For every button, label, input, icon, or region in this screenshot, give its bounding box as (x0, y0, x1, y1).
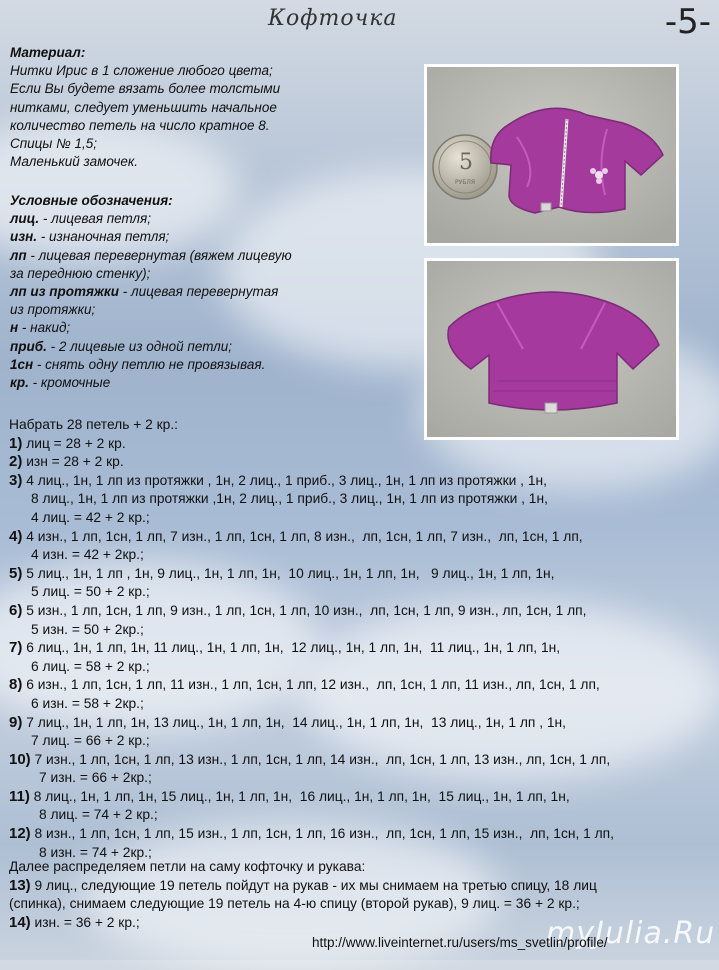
instruction-cont: 8 лиц. = 74 + 2 кр.; (39, 807, 158, 823)
instruction-row: 8) 6 изн., 1 лп, 1сн, 1 лп, 11 изн., 1 лп, 1сн, 1 лп, 12 изн., лп, 1сн, 1 лп, 11 изн., лп, 1сн, 1 лп, (9, 676, 600, 694)
instruction-row: 3) 4 лиц., 1н, 1 лп из протяжки , 1н, 2 лиц., 1 приб., 3 лиц., 1н, 1 лп из протяжки , 1н, (9, 471, 547, 489)
source-url[interactable]: http://www.liveinternet.ru/users/ms_svetlin/profile/ (312, 935, 608, 950)
instruction-cont: 8 лиц., 1н, 1 лп из протяжки ,1н, 2 лиц., 1 приб., 3 лиц., 1н, 1 лп из протяжки , 1н, (31, 491, 548, 507)
materials-line: количество петель на число кратное 8. (10, 117, 270, 133)
legend-item: изн. - изнаночная петля; (10, 229, 170, 245)
instruction-cont: 5 лиц. = 50 + 2 кр.; (31, 584, 150, 600)
legend-item: из протяжки; (10, 302, 96, 318)
instruction-row: 10) 7 изн., 1 лп, 1сн, 1 лп, 13 изн., 1 лп, 1сн, 1 лп, 14 изн., лп, 1сн, 1 лп, 13 изн., лп, 1сн, 1 лп, (9, 750, 611, 768)
legend-item: кр. - кромочные (10, 375, 111, 391)
instruction-row: 13) 9 лиц., следующие 19 петель пойдут на рукав - их мы снимаем на третью спицу, 18 лиц (9, 876, 597, 894)
legend-item: 1сн - снять одну петлю не провязывая. (10, 356, 266, 372)
materials-line: Маленький замочек. (10, 154, 138, 170)
page-number: -5- (664, 2, 711, 42)
knitting-instructions (9, 416, 709, 862)
instruction-cont: 5 изн. = 50 + 2кр.; (31, 621, 144, 637)
instruction-cont: 7 лиц. = 66 + 2 кр.; (31, 733, 150, 749)
cardigan-back-illustration (427, 261, 676, 437)
coin-label: РУБЛЯ (454, 179, 476, 186)
materials-line: Нитки Ирис в 1 сложение любого цвета; (10, 63, 273, 79)
photo-cardigan-front (424, 64, 679, 246)
instruction-cont: 8 изн. = 74 + 2кр.; (39, 844, 152, 860)
materials-heading: Материал: (10, 45, 86, 60)
instruction-cont: 6 лиц. = 58 + 2 кр.; (31, 658, 150, 674)
legend-item: лиц. - лицевая петля; (10, 211, 152, 227)
materials-line: Если Вы будете вязать более толстыми (10, 81, 281, 97)
distribution-intro: Далее распределяем петли на саму кофточку и рукава: (9, 859, 366, 874)
coin-value: 5 (459, 150, 473, 175)
instruction-row: 7) 6 лиц., 1н, 1 лп, 1н, 11 лиц., 1н, 1 лп, 1н, 12 лиц., 1н, 1 лп, 1н, 11 лиц., 1н, 1 лп, 1н, (9, 639, 561, 657)
instruction-row: 12) 8 изн., 1 лп, 1сн, 1 лп, 15 изн., 1 лп, 1сн, 1 лп, 16 изн., лп, 1сн, 1 лп, 15 изн., лп, 1сн, 1 лп, (9, 825, 614, 843)
legend-item: лп из протяжки - лицевая перевернутая (10, 284, 279, 300)
instruction-cont: 7 изн. = 66 + 2кр.; (39, 770, 152, 786)
instruction-row: 2) изн = 28 + 2 кр. (9, 453, 124, 471)
instructions-intro: Набрать 28 петель + 2 кр.: (9, 417, 179, 432)
legend-item: за переднюю стенку); (10, 265, 151, 281)
legend-heading: Условные обозначения: (10, 193, 173, 208)
page-title: Кофточка (268, 6, 398, 31)
legend-item: лп - лицевая перевернутая (вяжем лицевую (10, 247, 292, 263)
photo-cardigan-back (424, 258, 679, 440)
cardigan-front-illustration (427, 67, 676, 243)
watermark-logo: myJulia.Ru (546, 916, 716, 951)
materials-line: Спицы № 1,5; (10, 136, 97, 152)
instruction-row: 14) изн. = 36 + 2 кр.; (9, 913, 140, 931)
instruction-cont: 6 изн. = 58 + 2кр.; (31, 695, 144, 711)
instruction-row: 6) 5 изн., 1 лп, 1сн, 1 лп, 9 изн., 1 лп, 1сн, 1 лп, 10 изн., лп, 1сн, 1 лп, 9 изн., лп, 1сн, 1 лп, (9, 601, 587, 619)
instruction-row: 11) 8 лиц., 1н, 1 лп, 1н, 15 лиц., 1н, 1 лп, 1н, 16 лиц., 1н, 1 лп, 1н, 15 лиц., 1н, 1 лп, 1н, (9, 787, 570, 805)
instruction-cont: 4 лиц. = 42 + 2 кр.; (31, 509, 150, 525)
legend-item: н - накид; (10, 320, 71, 336)
instruction-row: 4) 4 изн., 1 лп, 1сн, 1 лп, 7 изн., 1 лп, 1сн, 1 лп, 8 изн., лп, 1сн, 1 лп, 7 изн., лп, 1сн, 1 лп, (9, 527, 583, 545)
legend-section (10, 192, 410, 392)
instruction-cont: (спинка), снимаем следующие 19 петель на 4-ю спицу (второй рукав), 9 лиц. = 36 + 2 кр.; (9, 896, 580, 912)
instruction-row: 5) 5 лиц., 1н, 1 лп , 1н, 9 лиц., 1н, 1 лп, 1н, 10 лиц., 1н, 1 лп, 1н, 9 лиц., 1н, 1 лп, 1н, (9, 564, 555, 582)
materials-section (10, 44, 410, 171)
instruction-row: 1) лиц = 28 + 2 кр. (9, 434, 126, 452)
materials-line: нитками, следует уменьшить начальное (10, 99, 277, 115)
legend-item: приб. - 2 лицевые из одной петли; (10, 338, 233, 354)
instruction-cont: 4 изн. = 42 + 2кр.; (31, 547, 144, 563)
instruction-row: 9) 7 лиц., 1н, 1 лп, 1н, 13 лиц., 1н, 1 лп, 1н, 14 лиц., 1н, 1 лп, 1н, 13 лиц., 1н, 1 лп , 1н, (9, 713, 566, 731)
